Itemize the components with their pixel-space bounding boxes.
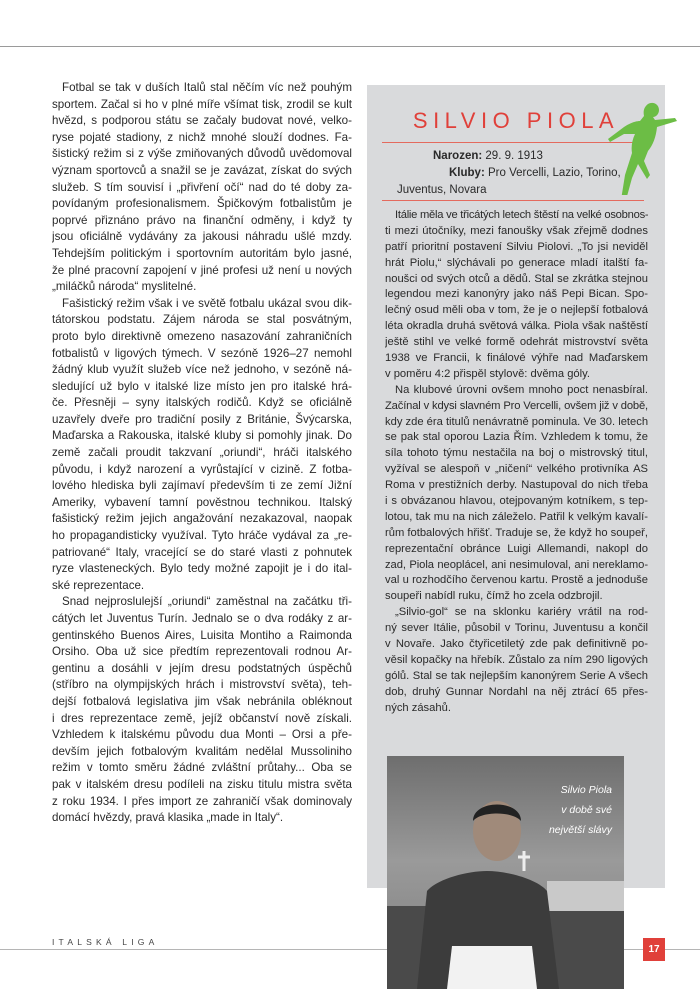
text-line: devším jejich fotbalovým kvalitám nedělal Mussoliniho [52, 744, 352, 758]
text-line-wrap [52, 329, 352, 346]
text-line-wrap [385, 319, 648, 335]
text-line-wrap [52, 163, 352, 180]
text-line: fotbalistů v ligových týmech. V sezóně 1926–27 nemohl [52, 346, 352, 360]
text-line: ryse pojaté stadiony, z nichž mnohé slouží dodnes. Fa- [52, 130, 352, 144]
text-line: vyžíval se alespoň v „ničení“ velkého protivníka AS [385, 463, 648, 476]
text-line: uzavřely dveře pro tradiční posily z Británie, Švýcarska, [52, 412, 352, 426]
text-line: Tehdejším politickým i sportovním autoritám bylo jasné, [52, 246, 352, 260]
text-line: poprvé přiznáno právo na finanční odměny, i když ty [52, 213, 352, 227]
text-line-wrap [52, 744, 352, 761]
text-line-wrap [52, 478, 352, 495]
text-line-wrap [385, 605, 648, 621]
photo-caption [549, 780, 612, 840]
text-line-wrap [52, 296, 352, 313]
text-line-wrap [52, 180, 352, 197]
text-line: z roku 1934. I přes import ze zahraničí však dominovaly [52, 794, 352, 808]
text-line-wrap [52, 810, 352, 827]
text-line-wrap [385, 478, 648, 494]
text-line-wrap [52, 113, 352, 130]
text-line: „miláčků národa“ myslitelné. [52, 280, 197, 294]
text-line: patří prioritní postavení Silviu Piolovi. „To jsi neviděl [385, 240, 648, 253]
text-line-wrap [52, 445, 352, 462]
text-line-wrap [385, 399, 648, 415]
text-line-wrap [385, 573, 648, 589]
caption-line: Silvio Piola [560, 784, 612, 796]
text-line: se pak stal oporou Lazia Řím. Vzhledem k tomu, že [385, 431, 648, 444]
text-line-wrap [385, 685, 648, 701]
text-line: že plné pracovní zapojení v jiné profesi už není u nových [52, 263, 352, 277]
text-line: legendou mezi kanonýry jako náš Pepi Bican. Spo- [385, 288, 648, 301]
text-line-wrap [385, 558, 648, 574]
text-line-wrap [52, 379, 352, 396]
text-line: v poměru 4:2 přispěl stylově: dvěma góly. [385, 367, 590, 380]
text-line-wrap [52, 777, 352, 794]
text-line: hvězd, s podporou státu se začaly budovat nové, velko- [52, 114, 352, 128]
text-line: Fašistický režim však i ve světě fotbalu ukázal svou dik- [62, 296, 352, 310]
text-line-wrap [385, 430, 648, 446]
text-line: síla tohoto týmu nestačila na boj o mistrovský titul, [385, 447, 648, 460]
text-line-wrap [52, 511, 352, 528]
text-line: patriované“ Italy, vracející se do staré vlasti z pohnutek [52, 545, 352, 559]
text-line-wrap [385, 224, 648, 240]
text-line: zad, Piola neoplácel, ani nesimuloval, ani nereklamo- [385, 558, 648, 571]
text-line-wrap [52, 462, 352, 479]
text-line: věsil kopačky na hřebík. Zůstalo za ním 290 ligových [385, 653, 648, 666]
text-line: ných zásahů. [385, 701, 451, 714]
text-line-wrap [385, 335, 648, 351]
text-line-wrap [52, 594, 352, 611]
text-line: ho propagandisticky využíval. Tyto hráče vydával za „re- [52, 529, 352, 543]
text-line-wrap [52, 130, 352, 147]
text-line-wrap [52, 213, 352, 230]
text-line: režim v tomto směru žádné zvláštní průtahy... Oba se [52, 761, 352, 775]
text-line: dejší fotbalová legislativa jim však nebránila obléknout [52, 694, 352, 708]
text-line-wrap [52, 760, 352, 777]
text-line: Na klubové úrovni ovšem mnoho poct nenasbíral. [395, 383, 648, 396]
text-line: če. Přesněji – syny italských rodičů. Když se oficiálně [52, 396, 352, 410]
text-line-wrap [52, 677, 352, 694]
text-line: fašistický režim jejich angažování nezakazoval, naopak [52, 512, 352, 526]
text-line-wrap [52, 561, 352, 578]
text-line-wrap [52, 97, 352, 114]
text-line: tátorskou podstatu. Zájem národa se stal posvátným, [52, 313, 352, 327]
caption-line: největší slávy [548, 824, 612, 836]
text-line-wrap [385, 462, 648, 478]
section-name: ITALSKÁ LIGA [52, 937, 159, 947]
text-line: gólů. Stal se tak nejlepším kanonýrem Serie A všech [385, 669, 648, 682]
player-info [396, 148, 636, 199]
text-line: gentinského Buenos Aires, Luisita Montiho a Raimonda [52, 628, 352, 642]
text-line-wrap [385, 272, 648, 288]
text-line-wrap [52, 146, 352, 163]
text-line-wrap [385, 669, 648, 685]
text-line-wrap [52, 628, 352, 645]
text-line-wrap [52, 611, 352, 628]
text-line: země začali proudit takzvaní „oriundi“, hráči italského [52, 446, 352, 460]
text-line-wrap [385, 542, 648, 558]
main-article [52, 80, 352, 827]
text-line-wrap [385, 589, 648, 605]
text-line: dob, druhý Gunnar Nordahl na něj ztrácí 65 přes- [385, 685, 648, 698]
text-line-wrap [385, 526, 648, 542]
text-line: Fotbal se tak v duších Italů stal něčím víc než pouhým [62, 81, 352, 94]
text-line-wrap [52, 312, 352, 329]
text-line: noušci od svých otců a dědů. Stal se zkrátka stejnou [385, 272, 648, 285]
text-line-wrap [52, 246, 352, 263]
text-line: reprezentační obránce Luigi Allemandi, nakopl do [385, 542, 648, 555]
text-line: sledující už bylo v italské lize místo jen pro italské hrá- [52, 379, 352, 393]
text-line-wrap [385, 446, 648, 462]
sidebar-article [385, 208, 648, 717]
header-rule [0, 46, 700, 47]
text-line: gentinu a dosáhli v jejím dresu podstatných úspěchů [52, 661, 352, 675]
text-line: kdy zde éra titulů nenávratně pominula. Ve 30. letech [385, 415, 648, 428]
text-line: Ameriky, vybavení tamní pověstnou technikou. Italský [52, 495, 352, 509]
text-line-wrap [385, 637, 648, 653]
text-line: proto bylo direktivně omezeno nasazování zahraničních [52, 329, 352, 343]
text-line-wrap [52, 727, 352, 744]
text-line-wrap [385, 208, 648, 224]
text-line: původu, i když narození a vyrůstající v cizině. Z fotba- [52, 462, 352, 476]
text-line-wrap [52, 428, 352, 445]
text-line: lečný osud měli oba v tom, že je o nejlepší fotbalová [385, 304, 648, 317]
text-line-wrap [52, 362, 352, 379]
text-line: „Silvio-gol“ se na sklonku kariéry vrátil na rod- [395, 606, 648, 619]
clubs-value: Pro Vercelli, Lazio, Torino, [487, 167, 621, 179]
text-line: Začínal v kdysi slavném Pro Vercelli, ovšem již v době, [385, 399, 648, 412]
born-value: 29. 9. 1913 [485, 150, 543, 162]
text-line-wrap [385, 303, 648, 319]
text-line-wrap [52, 412, 352, 429]
text-line-wrap [385, 367, 648, 383]
page-number: 17 [643, 938, 665, 961]
text-line-wrap [385, 621, 648, 637]
text-line: Snad nejproslulejší „oriundi“ zaměstnal na začátku tři- [62, 595, 352, 609]
text-line: Vzhledem k italskému původu dua Monti – Orsi a pře- [52, 728, 352, 742]
text-line-wrap [52, 196, 352, 213]
text-line-wrap [52, 263, 352, 280]
text-line-wrap [385, 653, 648, 669]
text-line: lotou, tak mu na nich záleželo. Patřil k velkým kavalí- [385, 510, 648, 523]
text-line: význam sportovců a snažil se je zavázat, získat do svých [52, 163, 352, 177]
text-line-wrap [52, 694, 352, 711]
text-line-wrap [52, 346, 352, 363]
text-line: domácí hvězdy, pravá klasika „made in Italy“. [52, 811, 284, 825]
text-line-wrap [385, 287, 648, 303]
text-line: ještě stihl ve velké formě odehrát mistrovství světa [385, 336, 648, 349]
text-line-wrap [52, 578, 352, 595]
text-line: cátých let Juventus Turín. Jednalo se o dva rodáky z ar- [52, 612, 352, 625]
text-line: i s obvázanou hlavou, otejpovaným kotníkem, s tep- [385, 495, 648, 508]
text-line: ryze vlasteneckých. Bylo tedy možné zapojit je i do ital- [52, 562, 352, 576]
text-line-wrap [385, 510, 648, 526]
text-line: val u rozhodčího červenou kartu. Prostě a jednoduše [385, 574, 648, 587]
text-line: v Novaře. Jako čtyřicetiletý zde pak definitivně po- [385, 638, 648, 651]
clubs-value-cont: Juventus, Novara [397, 184, 487, 196]
text-line-wrap [385, 351, 648, 367]
text-line: (stříbro na olympijských hrách i mistrovství světa), teh- [52, 678, 352, 692]
text-line: rům fotbalových hřišť. Traduje se, že když ho soupeř, [385, 526, 648, 539]
text-line: ti mezi útočníky, mezi fanoušky však zřejmě dodnes [385, 224, 648, 237]
text-line: lového hlediska byli zajímaví především ti ze zemí Jižní [52, 479, 352, 493]
text-line: Itálie měla ve třicátých letech štěstí na velké osobnos- [395, 209, 648, 221]
text-line-wrap [385, 494, 648, 510]
text-line: Maďarska a Rakouska, italské kluby si pomohly jinak. Do [52, 429, 352, 443]
text-line-wrap [52, 395, 352, 412]
text-line: ské reprezentace. [52, 578, 145, 592]
text-line-wrap [385, 701, 648, 717]
text-line: šistický režim si z výše zmiňovaných důvodů uvědomoval [52, 147, 352, 161]
text-line: povídaným profesionalismem. Špičkovým fotbalistům je [52, 197, 352, 211]
text-line: Orsiho. Oba už sice předtím reprezentovali rodnou Ar- [52, 645, 352, 659]
born-label: Narozen: [433, 150, 483, 162]
sidebar-title: SILVIO PIOLA [412, 108, 620, 133]
text-line-wrap [52, 495, 352, 512]
text-line: žádný klub využít služeb více než jednoho, v sezóně ná- [52, 363, 352, 377]
text-line: Roma v prestižních derby. Nastupoval do nich třeba [385, 479, 648, 492]
text-line: i dres reprezentace země, jejíž občanství nově získali. [52, 711, 352, 725]
sidebar-divider-bottom [382, 200, 644, 201]
text-line: sportem. Začal si ho v plné míře všímat tisk, zrodil se kult [52, 97, 352, 111]
caption-line: v době své [561, 804, 612, 816]
text-line-wrap [385, 415, 648, 431]
text-line-wrap [52, 644, 352, 661]
text-line-wrap [52, 279, 352, 296]
text-line-wrap [385, 256, 648, 272]
text-line-wrap [52, 545, 352, 562]
text-line: jsou oficiálně vydávány za jakousi náhradu ušlé mzdy. [52, 230, 352, 244]
text-line: soupeři nabídl ruku, čímž ho zcela odzbrojil. [385, 590, 603, 603]
text-line-wrap [52, 794, 352, 811]
text-line-wrap [52, 528, 352, 545]
text-line: léta okradla druhá světová válka. Piola však naštěstí [385, 320, 648, 333]
text-line-wrap [52, 229, 352, 246]
text-line-wrap [385, 383, 648, 399]
text-line-wrap [52, 661, 352, 678]
clubs-label: Kluby: [449, 167, 485, 179]
text-line: ný sever Itálie, působil v Torinu, Juventusu a končil [385, 622, 648, 635]
text-line: 1938 ve Francii, k finálové výhře nad Maďarskem [385, 352, 648, 365]
text-line-wrap [52, 80, 352, 97]
text-line-wrap [385, 240, 648, 256]
text-line: služeb. S tím souvisí i „přivření očí“ nad do té doby za- [52, 180, 352, 194]
player-photo [387, 756, 624, 989]
text-line: pak v italském dresu podíleli na zisku titulu mistra světa [52, 777, 352, 791]
text-line-wrap [52, 711, 352, 728]
text-line: hrát Piolu,“ slýchávali po generace mladí italští fa- [385, 256, 648, 269]
